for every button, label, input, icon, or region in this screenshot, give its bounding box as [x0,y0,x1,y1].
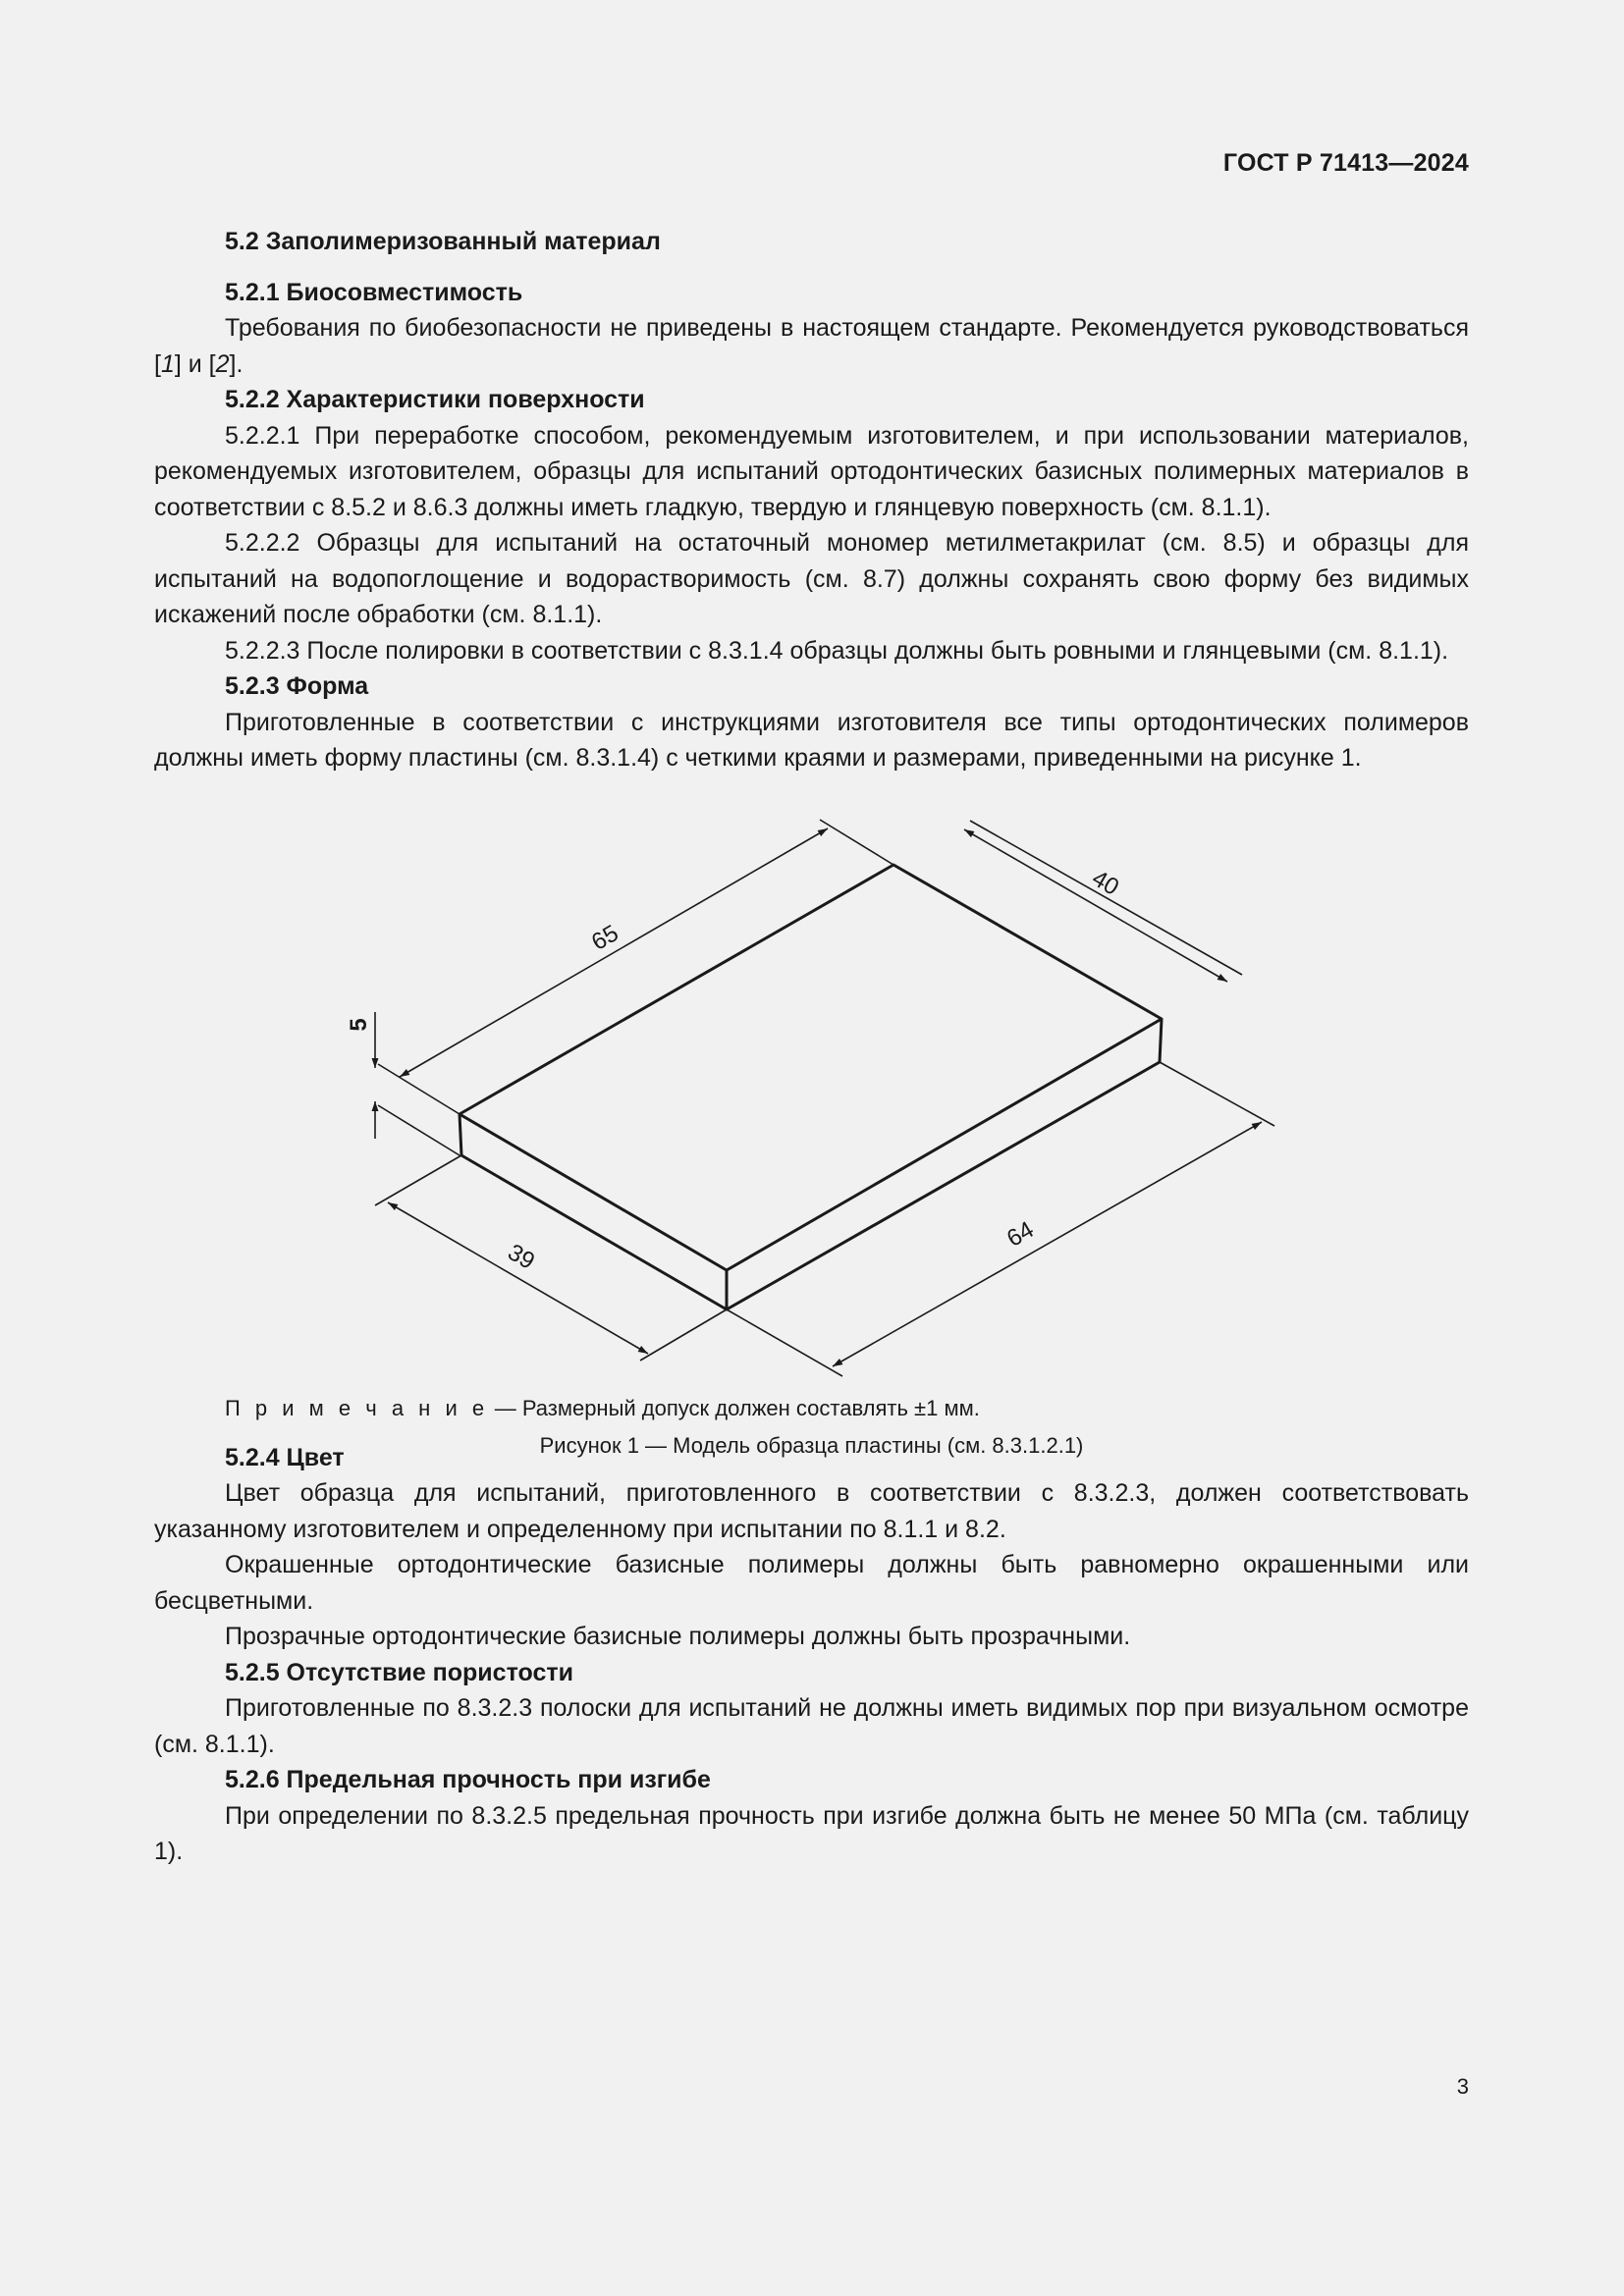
dimension-label-39: 39 [503,1238,540,1275]
dimension-line-40 [964,829,1227,982]
document-body [154,224,1469,1870]
reference-2-link[interactable]: 2 [215,349,230,378]
page-number: 3 [1456,2074,1469,2099]
dimension-label-40: 40 [1087,864,1124,901]
form-paragraph: Приготовленные в соответствии с инструкциями изготовителя все типы ортодонтических полимеров должны иметь форму пластины (см. 8.3.1.4) с четкими краями и размерами, приведенными на рисунке 1. [154,708,1469,772]
biocompat-text-c: ]. [229,349,244,378]
dimension-line-65 [400,828,828,1077]
color-paragraph-2: Окрашенные ортодонтические базисные полимеры должны быть равномерно окрашенными или бесцветными. [154,1551,1469,1615]
section-5-2-2-heading: 5.2.2 Характеристики поверхности [225,386,645,413]
section-5-2-4-heading: 5.2.4 Цвет [225,1443,345,1471]
color-paragraph-3: Прозрачные ортодонтические базисные полимеры должны быть прозрачными. [225,1623,1131,1650]
note-label: П р и м е ч а н и е [225,1395,489,1420]
paragraph-5-2-2-2: 5.2.2.2 Образцы для испытаний на остаточный мономер метилметакрилат (см. 8.5) и образцы для испытаний на водопоглощение и водорастворимость (см. 8.7) должны сохранять свою форму без видимых искажений после обработки (см. 8.1.1). [154,529,1469,628]
paragraph-5-2-2-1: 5.2.2.1 При переработке способом, рекомендуемым изготовителем, и при использовании материалов, рекомендуемых изготовителем, образцы для испытаний ортодонтических базисных полимерных материалов в соответствии с 8.5.2 и 8.6.3 должны иметь гладкую, твердую и глянцевую поверхность (см. 8.1.1). [154,421,1469,521]
porosity-paragraph: Приготовленные по 8.3.2.3 полоски для испытаний не должны иметь видимых пор при визуальном осмотре (см. 8.1.1). [154,1694,1469,1758]
section-5-2-heading: 5.2 Заполимеризованный материал [225,228,661,255]
figure-caption: Рисунок 1 — Модель образца пластины (см. 8.3.1.2.1) [539,1432,1084,1458]
section-5-2-5-heading: 5.2.5 Отсутствие пористости [225,1658,573,1686]
biocompat-text-b: ] и [ [174,349,216,378]
paragraph-5-2-2-3: 5.2.2.3 После полировки в соответствии с 8.3.1.4 образцы должны быть ровными и глянцевыми (см. 8.1.1). [225,636,1449,665]
color-paragraph-1: Цвет образца для испытаний, приготовленного в соответствии с 8.3.2.3, должен соответствовать указанному изготовителем и определенному при испытании по 8.1.1 и 8.2. [154,1479,1469,1543]
reference-1-link[interactable]: 1 [160,349,175,378]
document-number: ГОСТ Р 71413—2024 [1222,149,1469,177]
dimension-labels [346,865,1123,1275]
section-5-2-1-heading: 5.2.1 Биосовместимость [225,278,523,306]
dimension-line-64 [833,1122,1262,1366]
dimension-label-65: 65 [586,919,623,956]
dimension-label-5: 5 [346,1017,372,1032]
flexural-strength-paragraph: При определении по 8.3.2.5 предельная прочность при изгибе должна быть не менее 50 МПа (см. таблицу 1). [154,1801,1469,1865]
dimension-label-64: 64 [1001,1215,1039,1253]
biocompat-paragraph [154,310,1469,382]
figure-note [225,1394,980,1423]
section-5-2-3-heading: 5.2.3 Форма [225,672,369,700]
dimension-line-39 [388,1202,648,1354]
section-5-2-6-heading: 5.2.6 Предельная прочность при изгибе [225,1766,711,1793]
note-text: — Размерный допуск должен составлять ±1 мм. [488,1395,980,1420]
plate-drawing [154,776,1469,1405]
plate-outline [460,865,1162,1309]
biocompat-text-a: Требования по биобезопасности не приведены в настоящем стандарте. Рекомендуется руководствоваться [ [154,314,1469,378]
